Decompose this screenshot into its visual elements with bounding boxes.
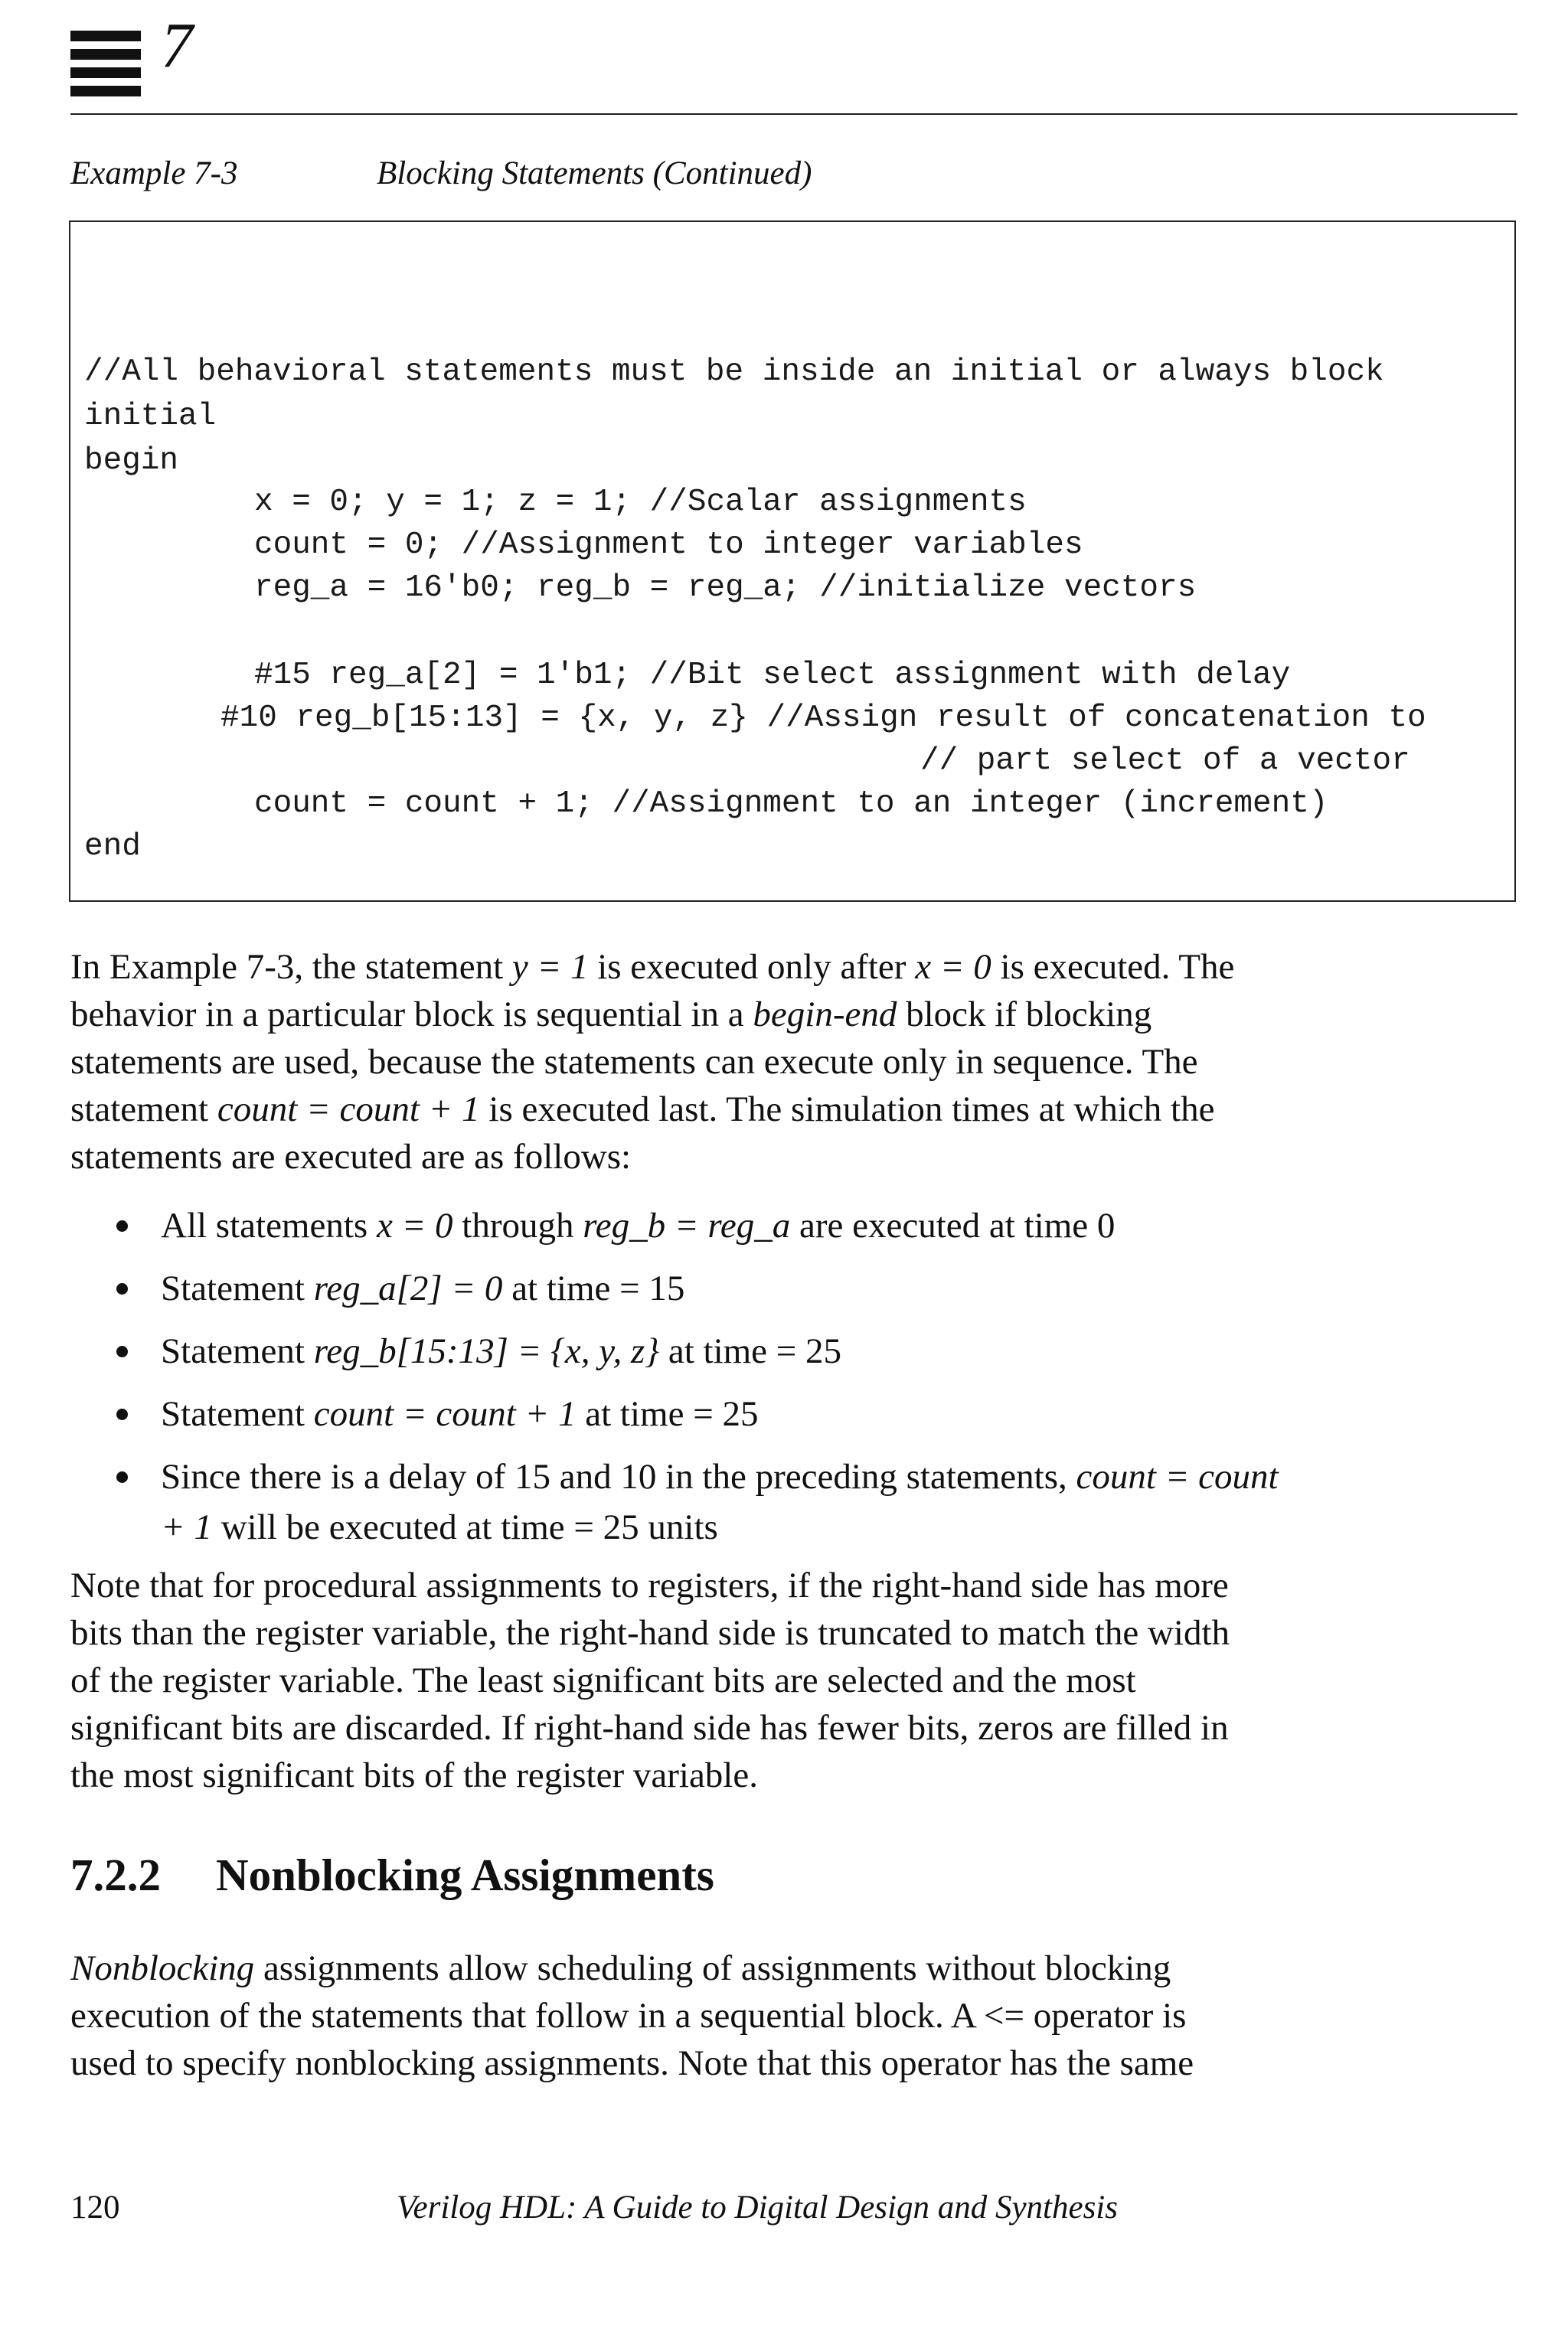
bullet-icon bbox=[116, 1220, 128, 1232]
bullet-icon bbox=[116, 1471, 128, 1483]
code-line: begin bbox=[84, 443, 179, 478]
section-heading bbox=[70, 1850, 714, 1900]
code-line: end bbox=[84, 829, 141, 864]
paragraph-truncation-note: Note that for procedural assignments to registers, if the right-hand side has more bits than the register variable, the right-hand side is truncated to match the width of the register variable. The least significant bits are selected and the most significant bits are discarded. If right-hand side has fewer bits, zeros are filled in the most significant bits of the register variable. bbox=[70, 1566, 1230, 1795]
code-line: #10 reg_b[15:13] = {x, y, z} //Assign result of concatenation to bbox=[220, 700, 1426, 736]
book-title: Verilog HDL: A Guide to Digital Design and Synthesis bbox=[397, 2190, 1118, 2226]
chapter-number: 7 bbox=[161, 10, 193, 81]
code-line: count = count + 1; //Assignment to an integer (increment) bbox=[254, 786, 1328, 821]
paragraph-execution-order: In Example 7-3, the statement y = 1 is executed only after x = 0 is executed. The behavior in a particular block is sequential in a begin-end block if blocking statements are used, because the statements can execute only in sequence. The statement count = count + 1 is executed last. The simulation times at which the statements are executed are as follows: bbox=[70, 947, 1235, 1177]
bullet-icon bbox=[116, 1283, 128, 1295]
section-number: 7.2.2 bbox=[70, 1850, 161, 1900]
section-title: Nonblocking Assignments bbox=[216, 1850, 714, 1900]
bullet-icon bbox=[116, 1346, 128, 1357]
example-title: Blocking Statements (Continued) bbox=[377, 155, 812, 191]
header-divider bbox=[70, 113, 1517, 115]
code-line: initial bbox=[84, 399, 217, 434]
code-line: x = 0; y = 1; z = 1; //Scalar assignments bbox=[254, 485, 1027, 520]
code-line: #15 reg_a[2] = 1'b1; //Bit select assignment with delay bbox=[254, 658, 1291, 693]
code-line: reg_a = 16'b0; reg_b = reg_a; //initialize vectors bbox=[254, 570, 1197, 606]
paragraph-nonblocking-intro: Nonblocking assignments allow scheduling of assignments without blocking execution of the statements that follow in a sequential block. A <= operator is used to specify nonblocking assignments. Note that this operator has the same bbox=[70, 1948, 1194, 2083]
page-number: 120 bbox=[70, 2190, 120, 2226]
code-line: //All behavioral statements must be inside an initial or always block bbox=[84, 354, 1384, 390]
code-listing bbox=[69, 220, 1516, 902]
example-label: Example 7-3 bbox=[70, 155, 238, 191]
code-line: // part select of a vector bbox=[920, 743, 1410, 779]
chapter-marker-icon bbox=[70, 31, 141, 96]
bullet-icon bbox=[116, 1409, 128, 1420]
code-line: count = 0; //Assignment to integer variables bbox=[254, 527, 1083, 563]
